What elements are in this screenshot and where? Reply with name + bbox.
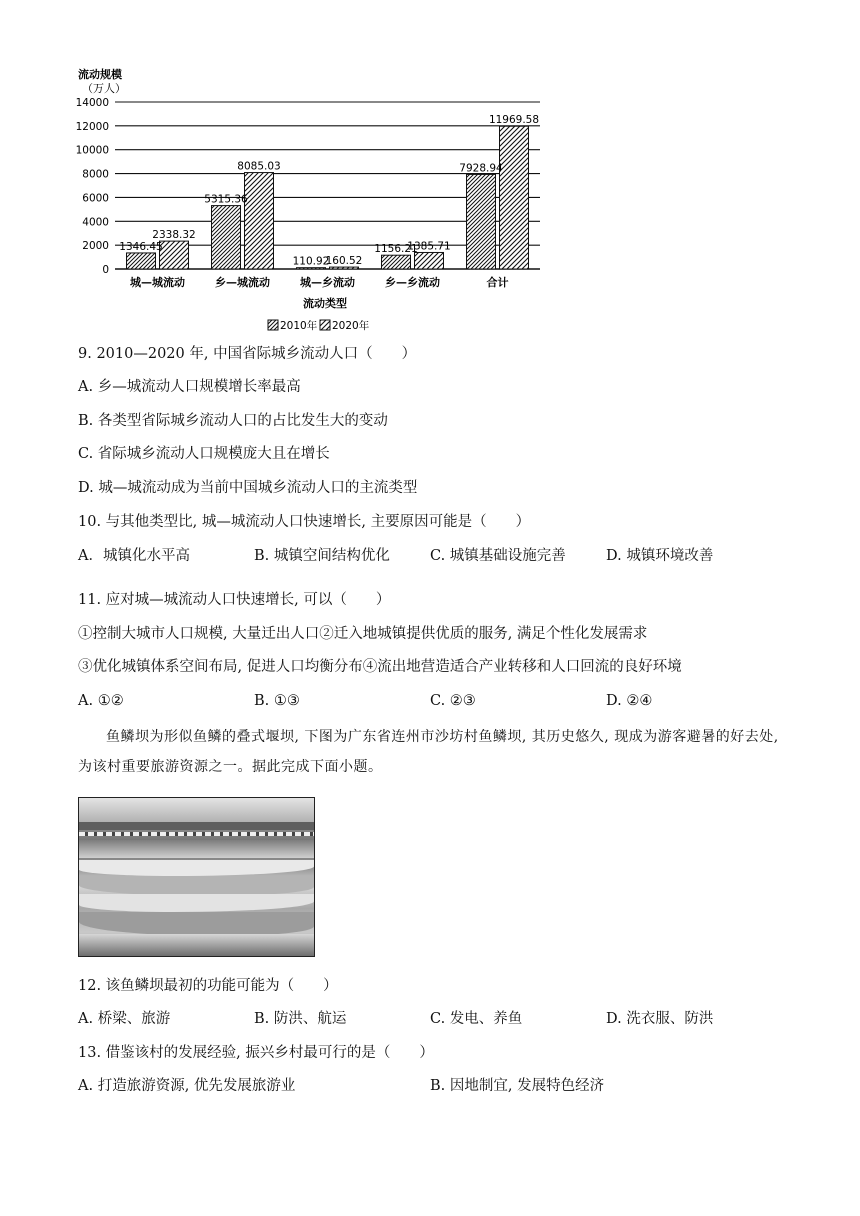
x-tick-label: 城—乡流动 <box>300 276 355 289</box>
data-label: 1156.21 <box>374 243 418 256</box>
y-tick-label: 10000 <box>75 144 109 157</box>
q11-statements-2: ③优化城镇体系空间布局, 促进人口均衡分布④流出地营造适合产业转移和人口回流的良好环境 <box>78 659 682 675</box>
bar-2020 <box>500 126 529 269</box>
q10-option-a: A．城镇化水平高 <box>78 548 190 564</box>
bar-2010 <box>382 255 411 269</box>
data-label: 2338.32 <box>152 229 196 242</box>
legend-swatch <box>320 320 330 330</box>
reading-passage <box>78 722 784 782</box>
q11-option-d: D. ②④ <box>606 693 653 709</box>
bar-2020 <box>160 241 189 269</box>
q11-option-c: C. ②③ <box>430 693 476 709</box>
bar-2020 <box>245 173 274 269</box>
chart-legend <box>268 319 370 332</box>
q13-option-b: B. 因地制宜, 发展特色经济 <box>430 1078 605 1094</box>
y-axis-title-line1: 流动规模 <box>78 68 122 81</box>
q11-statements-1: ①控制大城市人口规模, 大量迁出人口②迁入地城镇提供优质的服务, 满足个性化发展需求 <box>78 626 648 642</box>
data-label: 11969.58 <box>488 114 540 127</box>
y-tick-label: 14000 <box>75 97 109 109</box>
q10-option-d: D. 城镇环境改善 <box>606 548 714 564</box>
q11-stem: 11. 应对城—城流动人口快速增长, 可以（ ） <box>78 592 391 608</box>
bar-chart-svg <box>70 66 550 336</box>
x-tick-label: 城—城流动 <box>130 276 185 289</box>
q12-option-a: A. 桥梁、旅游 <box>78 1011 171 1027</box>
x-tick-label: 乡—乡流动 <box>385 276 440 289</box>
q12-options <box>78 1009 778 1029</box>
q13-options <box>78 1076 778 1096</box>
q10-option-c: C. 城镇基础设施完善 <box>430 548 566 564</box>
q9-option-a: A. 乡—城流动人口规模增长率最高 <box>78 379 301 395</box>
q9-option-b: B. 各类型省际城乡流动人口的占比发生大的变动 <box>78 413 388 429</box>
y-tick-label: 0 <box>102 264 109 276</box>
bar-2010 <box>127 253 156 269</box>
data-label: 5315.36 <box>204 193 248 206</box>
bar-2010 <box>212 206 241 269</box>
q10-options <box>78 546 778 566</box>
q9-stem: 9. 2010—2020 年, 中国省际城乡流动人口（ ） <box>78 346 417 362</box>
data-label: 8085.03 <box>237 160 281 173</box>
y-tick-label: 8000 <box>82 168 109 181</box>
bar-2020 <box>415 252 444 269</box>
q9-option-d: D. 城—城流动成为当前中国城乡流动人口的主流类型 <box>78 480 418 496</box>
q10-stem: 10. 与其他类型比, 城—城流动人口快速增长, 主要原因可能是（ ） <box>78 514 531 530</box>
q9-option-c: C. 省际城乡流动人口规模庞大且在增长 <box>78 446 330 462</box>
q10-option-b: B. 城镇空间结构优化 <box>254 548 390 564</box>
q12-option-b: B. 防洪、航运 <box>254 1011 347 1027</box>
q13-option-a: A. 打造旅游资源, 优先发展旅游业 <box>78 1078 296 1094</box>
fish-scale-dam-photo <box>78 797 315 957</box>
bar-2010 <box>467 174 496 269</box>
q13-stem: 13. 借鉴该村的发展经验, 振兴乡村最可行的是（ ） <box>78 1045 434 1061</box>
y-tick-label: 6000 <box>82 192 109 205</box>
y-tick-label: 12000 <box>75 120 109 133</box>
x-tick-label: 乡—城流动 <box>215 276 270 289</box>
q12-stem: 12. 该鱼鳞坝最初的功能可能为（ ） <box>78 978 338 994</box>
y-axis-title-line2: （万人） <box>82 82 126 95</box>
data-label: 1385.71 <box>407 240 451 253</box>
legend-label: 2010年 <box>280 320 318 332</box>
q11-option-a: A. ①② <box>78 693 124 709</box>
q12-option-d: D. 洗衣服、防洪 <box>606 1011 714 1027</box>
q12-option-c: C. 发电、养鱼 <box>430 1011 523 1027</box>
data-label: 160.52 <box>325 255 363 268</box>
q11-option-b: B. ①③ <box>254 693 300 709</box>
q11-options <box>78 691 778 711</box>
population-flow-chart <box>70 66 550 336</box>
passage-text: 鱼鳞坝为形似鱼鳞的叠式堰坝, 下图为广东省连州市沙坊村鱼鳞坝, 其历史悠久, 现成为游客避暑的好去处, 为该村重要旅游资源之一。据此完成下面小题。 <box>78 729 779 775</box>
legend-label: 2020年 <box>332 320 370 332</box>
bar-2010 <box>297 268 326 269</box>
data-label: 7928.94 <box>459 162 503 175</box>
y-tick-label: 4000 <box>82 216 109 229</box>
y-tick-label: 2000 <box>82 240 109 253</box>
x-tick-label: 合计 <box>486 276 509 289</box>
data-label: 1346.45 <box>119 240 163 253</box>
x-axis-title: 流动类型 <box>303 297 347 310</box>
legend-swatch <box>268 320 278 330</box>
data-label: 110.92 <box>292 255 330 268</box>
bar-2020 <box>330 267 359 269</box>
